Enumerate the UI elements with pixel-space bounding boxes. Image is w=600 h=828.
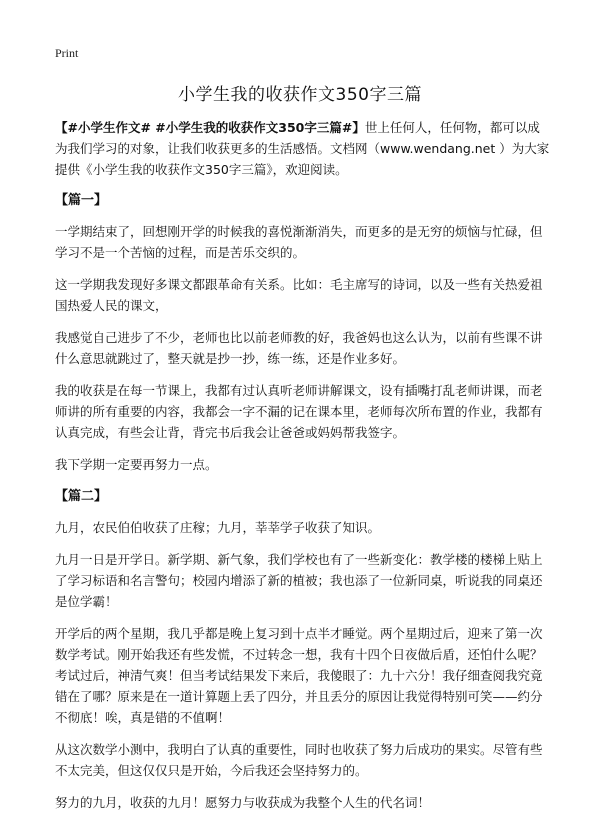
paragraph: 从这次数学小测中，我明白了认真的重要性，同时也收获了努力后成功的果实。尽管有些不太完美，但这仅仅只是开始，今后我还会坚持努力的。 — [55, 742, 543, 778]
section-1 — [55, 190, 550, 475]
section-2 — [55, 486, 550, 813]
paragraph: 这一学期我发现好多课文都跟革命有关系。比如：毛主席写的诗词，以及一些有关热爱祖国热爱人民的课文， — [55, 277, 543, 313]
paragraph: 一学期结束了，回想刚开学的时候我的喜悦渐渐消失，而更多的是无穷的烦恼与忙碌，但学习不是一个苦恼的过程，而是苦乐交织的。 — [55, 224, 543, 260]
intro-paragraph — [55, 117, 550, 180]
paragraph: 九月，农民伯伯收获了庄稼；九月，莘莘学子收获了知识。 — [55, 520, 381, 535]
paragraph: 开学后的两个星期，我几乎都是晚上复习到十点半才睡觉。两个星期过后，迎来了第一次数学考试。刚开始我还有些发慌，不过转念一想，我有十四个日夜做后盾，还怕什么呢？考试过后，神清气爽！但当考试结果发下来后，我傻眼了：九十六分！我仔细查阅我究竟错在了哪？原来是在一道计算题上丢了四分，并且丢分的原因让我觉得特别可笑——约分不彻底！唉，真是错的不值啊！ — [55, 626, 543, 725]
document-title: 小学生我的收获作文350字三篇 — [178, 85, 422, 105]
document-body — [55, 117, 550, 824]
print-label: Print — [55, 46, 79, 60]
section-heading: 【篇二】 — [55, 489, 108, 504]
intro-tag: 【#小学生作文# #小学生我的收获作文350字三篇#】 — [55, 120, 365, 135]
intro-text: 世上任何人，任何物，都可以成为我们学习的对象，让我们收获更多的生活感悟。文档网（www.wendang.net ）为大家提供《小学生我的收获作文350字三篇》，欢迎阅读。 — [55, 120, 550, 177]
paragraph: 我下学期一定要再努力一点。 — [55, 457, 218, 472]
paragraph: 我的收获是在每一节课上，我都有过认真听老师讲解课文，设有插嘴打乱老师讲课，而老师讲的所有重要的内容，我都会一字不漏的记在课本里，老师每次所布置的作业，我都有认真完成，有些会让背，背完书后我会让爸爸或妈妈帮我签字。 — [55, 383, 543, 440]
section-heading: 【篇一】 — [55, 193, 108, 208]
paragraph: 努力的九月，收获的九月！愿努力与收获成为我整个人生的代名词！ — [55, 795, 431, 810]
paragraph: 九月一日是开学日。新学期、新气象，我们学校也有了一些新变化：教学楼的楼梯上贴上了学习标语和名言警句；校园内增添了新的植被；我也添了一位新同桌，听说我的同桌还是位学霸！ — [55, 552, 543, 609]
paragraph: 我感觉自己进步了不少，老师也比以前老师教的好，我爸妈也这么认为，以前有些课不讲什么意思就跳过了，整天就是抄一抄，练一练，还是作业多好。 — [55, 330, 543, 366]
